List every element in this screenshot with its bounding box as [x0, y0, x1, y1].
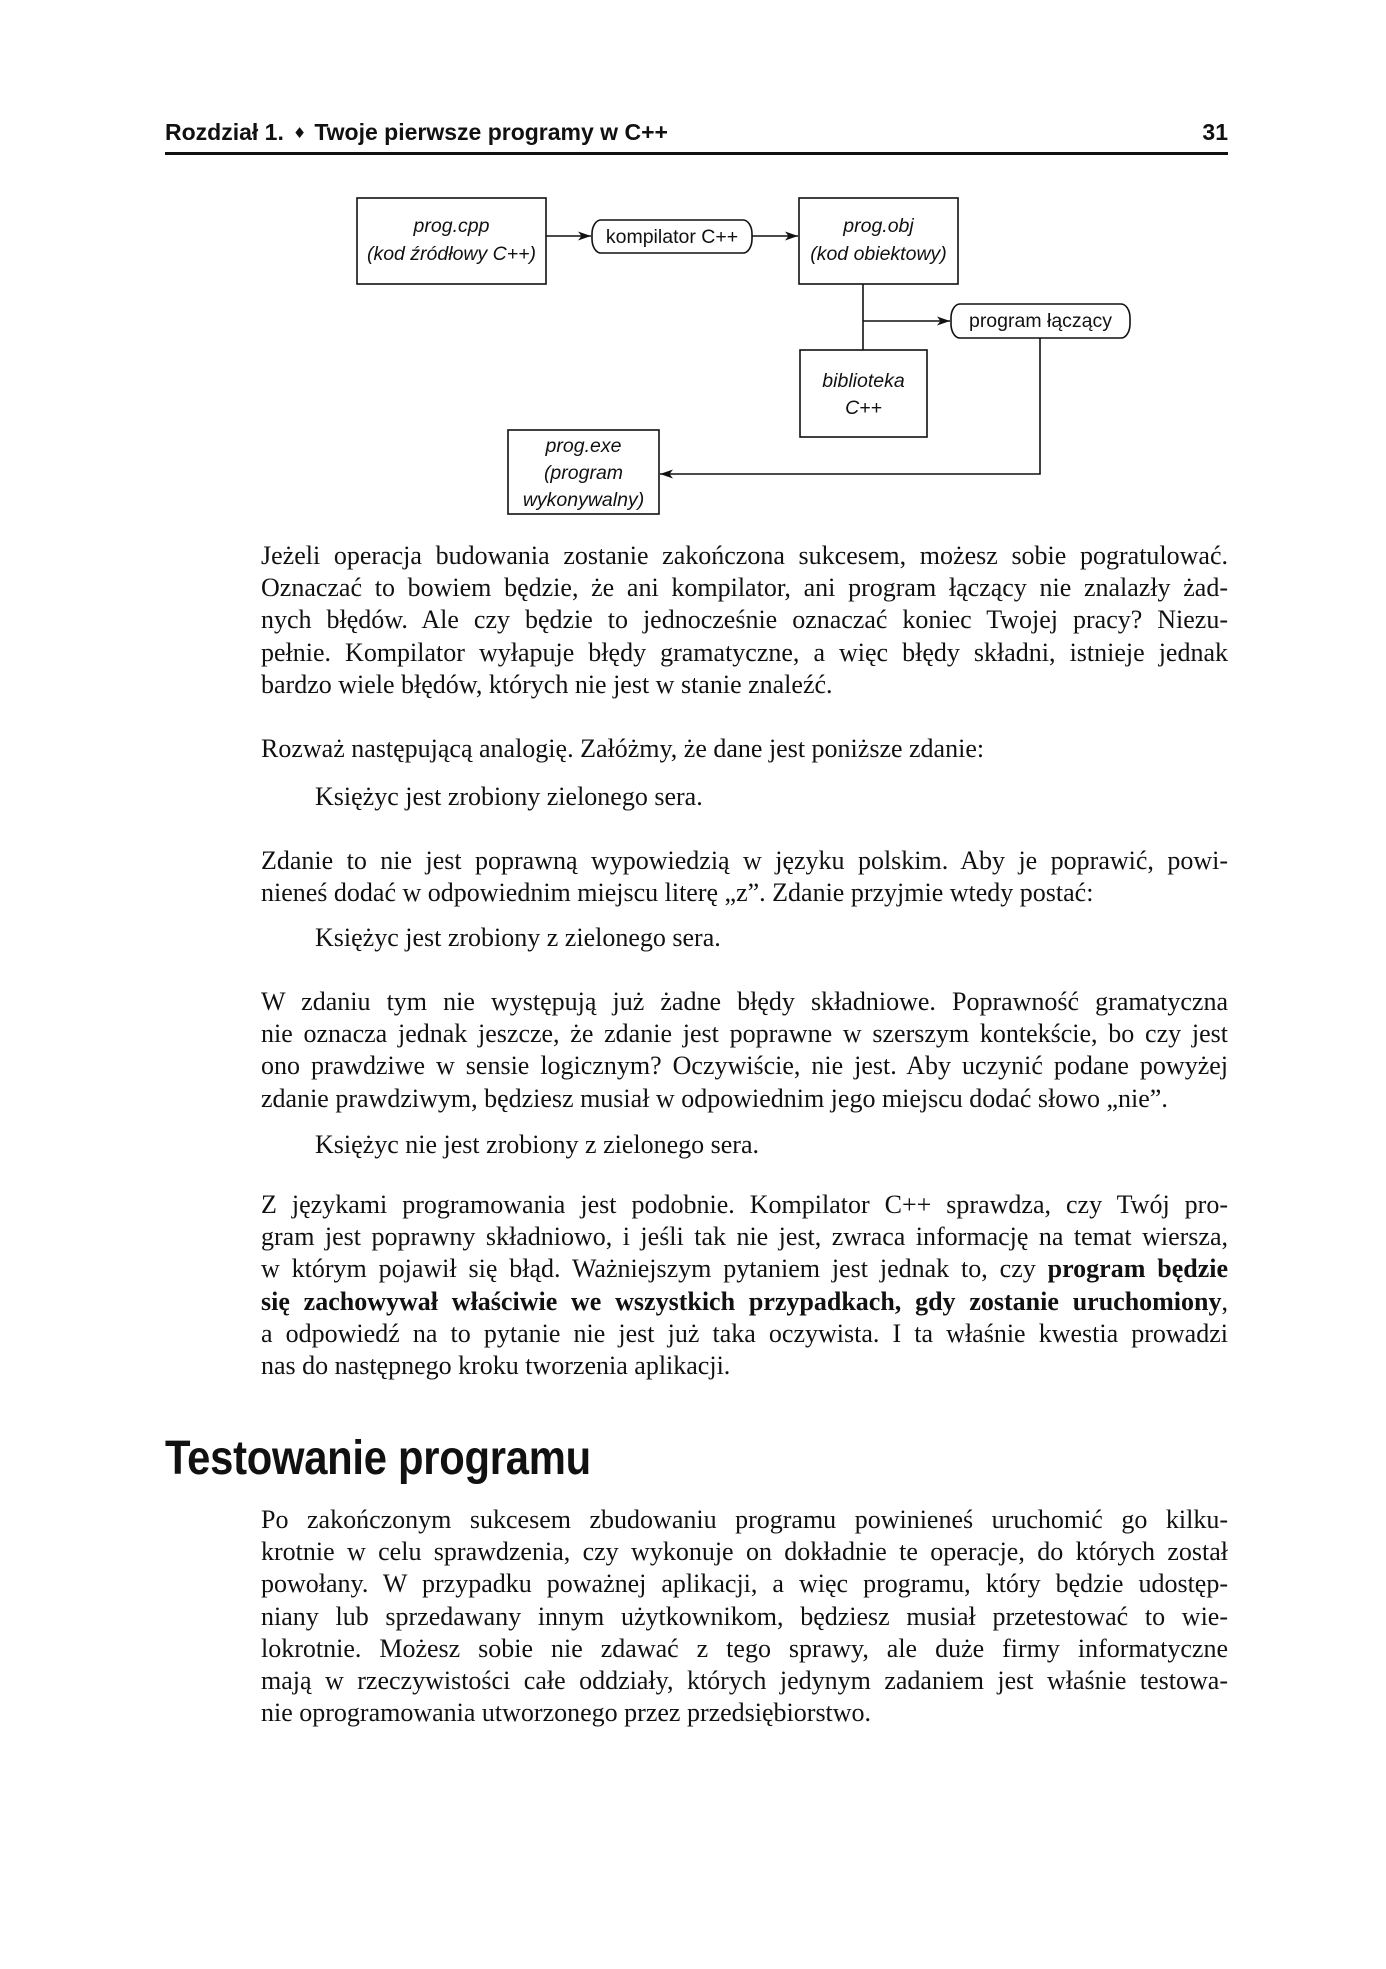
- object-file-box: [799, 198, 958, 284]
- source-file-name: prog.cpp: [413, 215, 490, 237]
- paragraph: [261, 845, 1228, 909]
- object-file-description: (kod obiektowy): [810, 243, 947, 265]
- text-line: Księżyc jest zrobiony zielonego sera.: [315, 782, 703, 811]
- build-process-diagram: [0, 0, 1386, 540]
- text-line: pełnie. Kompilator wyłapuje błędy gramatyczne, a więc błędy składni, istnieje jednak: [261, 637, 1228, 667]
- paragraph: [261, 733, 1228, 765]
- text-line: nie oprogramowania utworzonego przez przedsiębiorstwo.: [261, 1698, 872, 1728]
- text-line: bardzo wiele błędów, których nie jest w stanie znaleźć.: [261, 669, 833, 699]
- example-sentence: [315, 922, 1228, 954]
- text-run: w którym pojawił się błąd. Ważniejszym pytaniem jest jednak to, czy: [261, 1254, 1048, 1284]
- text-line: Księżyc nie jest zrobiony z zielonego sera.: [315, 1130, 759, 1159]
- text-line: nych błędów. Ale czy będzie to jednocześnie oznaczać koniec Twojej pracy? Niezu-: [261, 605, 1228, 635]
- compiler-label: kompilator C++: [605, 226, 739, 248]
- text-line: Jeżeli operacja budowania zostanie zakończona sukcesem, możesz sobie pogratulować.: [261, 541, 1228, 570]
- text-line: Po zakończonym sukcesem zbudowaniu programu powinieneś uruchomić go kilku-: [261, 1505, 1228, 1534]
- text-line: ono prawdziwe w sensie logicznym? Oczywiście, nie jest. Aby uczynić podane powyżej: [261, 1051, 1228, 1081]
- text-line: krotnie w celu sprawdzenia, czy wykonuje on dokładnie te operacje, do których został: [261, 1537, 1228, 1567]
- emphasis-text: program będzie: [1047, 1254, 1228, 1284]
- text-line: zdanie prawdziwym, będziesz musiał w odpowiednim jego miejscu dodać słowo „nie”.: [261, 1083, 1168, 1113]
- paragraph: [261, 1189, 1228, 1382]
- text-line: Zdanie to nie jest poprawną wypowiedzią w języku polskim. Aby je poprawić, powi-: [261, 846, 1228, 875]
- text-line: Z językami programowania jest podobnie. Kompilator C++ sprawdza, czy Twój pro-: [261, 1190, 1228, 1219]
- text-line: [261, 1253, 1228, 1285]
- text-line: Rozważ następującą analogię. Załóżmy, że dane jest poniższe zdanie:: [261, 734, 985, 763]
- library-label-line1: biblioteka: [822, 370, 905, 392]
- text-line: nas do następnego kroku tworzenia aplikacji.: [261, 1350, 731, 1380]
- example-sentence: [315, 781, 1228, 813]
- object-file-name: prog.obj: [843, 215, 914, 237]
- text-line: gram jest poprawny składniowo, i jeśli tak nie jest, zwraca informację na temat wiersza,: [261, 1222, 1228, 1252]
- executable-description-line1: (program: [543, 462, 624, 484]
- text-line: W zdaniu tym nie występują już żadne błędy składniowe. Poprawność gramatyczna: [261, 987, 1228, 1016]
- library-box: [800, 350, 927, 437]
- chapter-label: Rozdział 1.: [165, 119, 284, 145]
- source-file-description: (kod źródłowy C++): [366, 243, 537, 265]
- text-line: nie oznacza jednak jeszcze, że zdanie jest poprawne w szerszym kontekście, bo czy jest: [261, 1019, 1228, 1049]
- text-line: a odpowiedź na to pytanie nie jest już taka oczywista. I ta właśnie kwestia prowadzi: [261, 1318, 1228, 1348]
- text-run: ,: [1221, 1286, 1228, 1316]
- text-line: Oznaczać to bowiem będzie, że ani kompilator, ani program łączący nie znalazły żad-: [261, 573, 1228, 603]
- text-line: [261, 1286, 1228, 1318]
- section-heading: Testowanie programu: [165, 1432, 591, 1485]
- example-sentence: [315, 1129, 1228, 1161]
- diamond-separator-icon: ♦: [292, 124, 307, 142]
- executable-description-line2: wykonywalny): [522, 489, 645, 511]
- text-line: Księżyc jest zrobiony z zielonego sera.: [315, 923, 721, 952]
- paragraph: [261, 540, 1228, 701]
- linker-label: program łączący: [968, 310, 1113, 332]
- text-line: lokrotnie. Możesz sobie nie zdawać z tego sprawy, ale duże firmy informatyczne: [261, 1633, 1228, 1663]
- paragraph: [261, 986, 1228, 1115]
- text-line: nieneś dodać w odpowiednim miejscu literę „z”. Zdanie przyjmie wtedy postać:: [261, 878, 1094, 908]
- source-file-box: [357, 198, 546, 284]
- page-number: 31: [1202, 119, 1228, 145]
- executable-file-name: prog.exe: [545, 435, 622, 457]
- emphasis-text: się zachowywał właściwie we wszystkich przypadkach, gdy zostanie uruchomiony: [261, 1286, 1222, 1316]
- paragraph: [261, 1504, 1228, 1729]
- text-line: mają w rzeczywistości całe oddziały, których jedynym zadaniem jest właśnie testowa-: [261, 1665, 1228, 1695]
- chapter-title: Twoje pierwsze programy w C++: [314, 119, 668, 145]
- text-line: powołany. W przypadku poważnej aplikacji, a więc programu, który będzie udostęp-: [261, 1569, 1228, 1599]
- library-label-line2: C++: [845, 397, 882, 419]
- text-line: niany lub sprzedawany innym użytkownikom, będziesz musiał przetestować to wie-: [261, 1601, 1228, 1631]
